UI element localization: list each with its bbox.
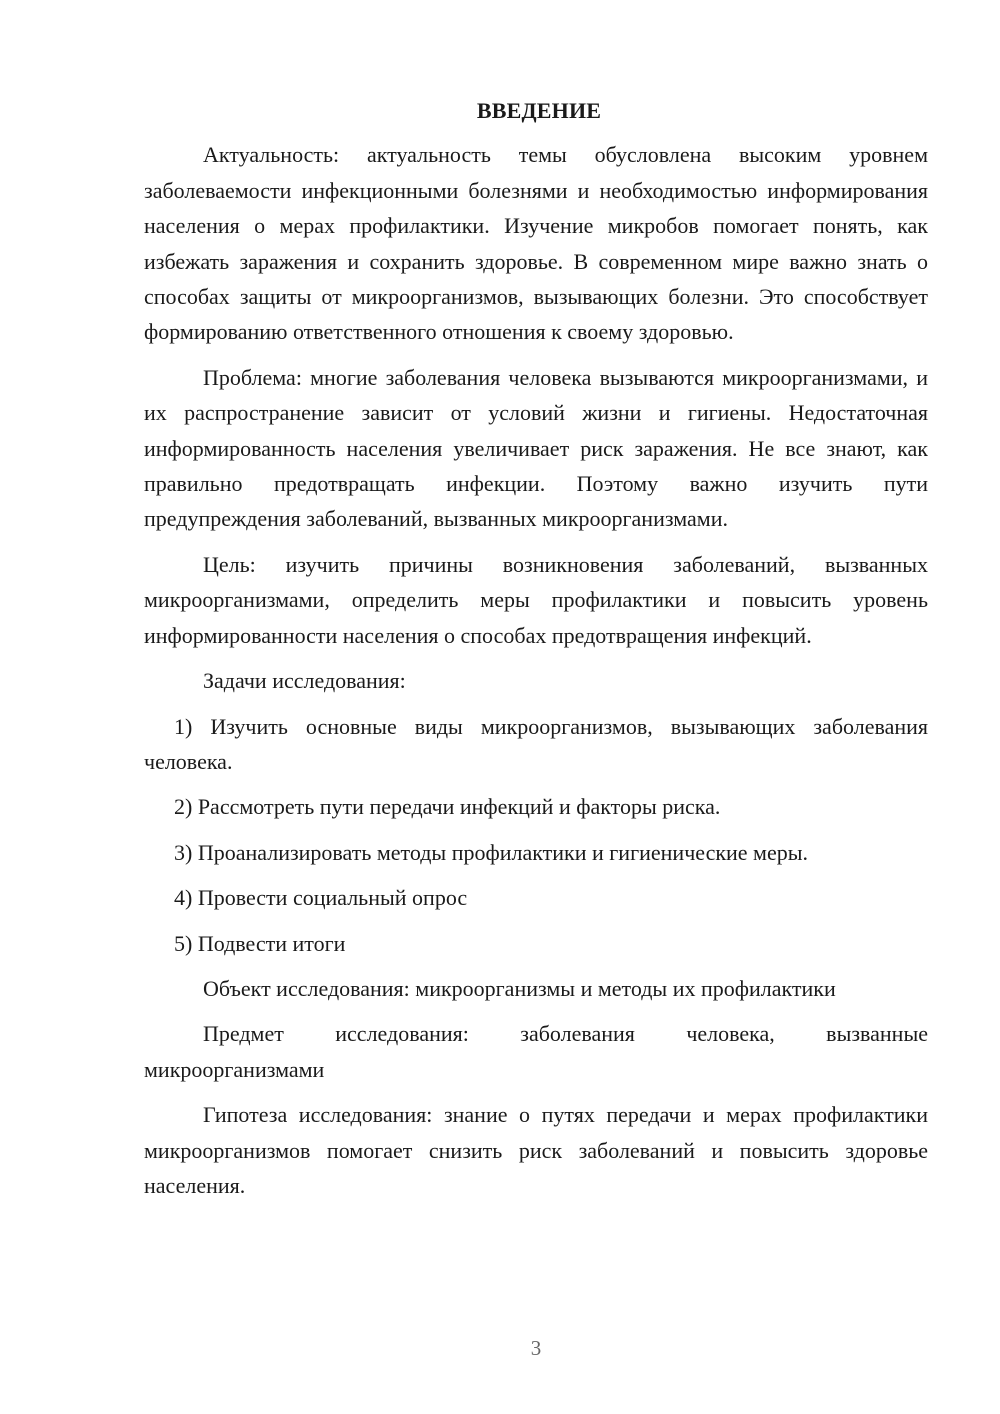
- page-number: 3: [530, 1336, 542, 1360]
- research-subject: Предмет исследования: заболевания человека, вызванные микроорганизмами: [144, 1021, 928, 1082]
- page-title: ВВЕДЕНИЕ: [476, 98, 602, 123]
- relevance-paragraph: Актуальность: актуальность темы обусловлена высоким уровнем заболеваемости инфекционными болезнями и необходимостью информирования населения о мерах профилактики. Изучение микробов помогает понять, как избежать заражения и сохранить здоровье. В современном мире важно знать о способах защиты от микроорганизмов, вызывающих болезни. Это способствует формированию ответственного отношения к своему здоровью.: [144, 142, 928, 345]
- research-object: Объект исследования: микроорганизмы и методы их профилактики: [203, 975, 836, 1001]
- research-hypothesis: Гипотеза исследования: знание о путях передачи и мерах профилактики микроорганизмов помогает снизить риск заболеваний и повысить здоровье населения.: [144, 1102, 928, 1198]
- task-item-5: 5) Подвести итоги: [174, 930, 346, 956]
- goal-paragraph: Цель: изучить причины возникновения заболеваний, вызванных микроорганизмами, определить меры профилактики и повысить уровень информированности населения о способах предотвращения инфекций.: [144, 551, 928, 648]
- page-content: [144, 93, 928, 1213]
- problem-paragraph: Проблема: многие заболевания человека вызываются микроорганизмами, и их распространение зависит от условий жизни и гигиены. Недостаточная информированность населения увеличивает риск заражения. Не все знают, как правильно предотвращать инфекции. Поэтому важно изучить пути предупреждения заболеваний, вызванных микроорганизмами.: [144, 364, 928, 532]
- task-item-4: 4) Провести социальный опрос: [174, 885, 468, 911]
- task-item-3: 3) Проанализировать методы профилактики и гигиенические меры.: [174, 839, 809, 865]
- task-item-2: 2) Рассмотреть пути передачи инфекций и факторы риска.: [174, 794, 721, 820]
- task-item-1: 1) Изучить основные виды микроорганизмов, вызывающих заболевания человека.: [144, 713, 928, 774]
- tasks-heading: Задачи исследования:: [203, 668, 406, 694]
